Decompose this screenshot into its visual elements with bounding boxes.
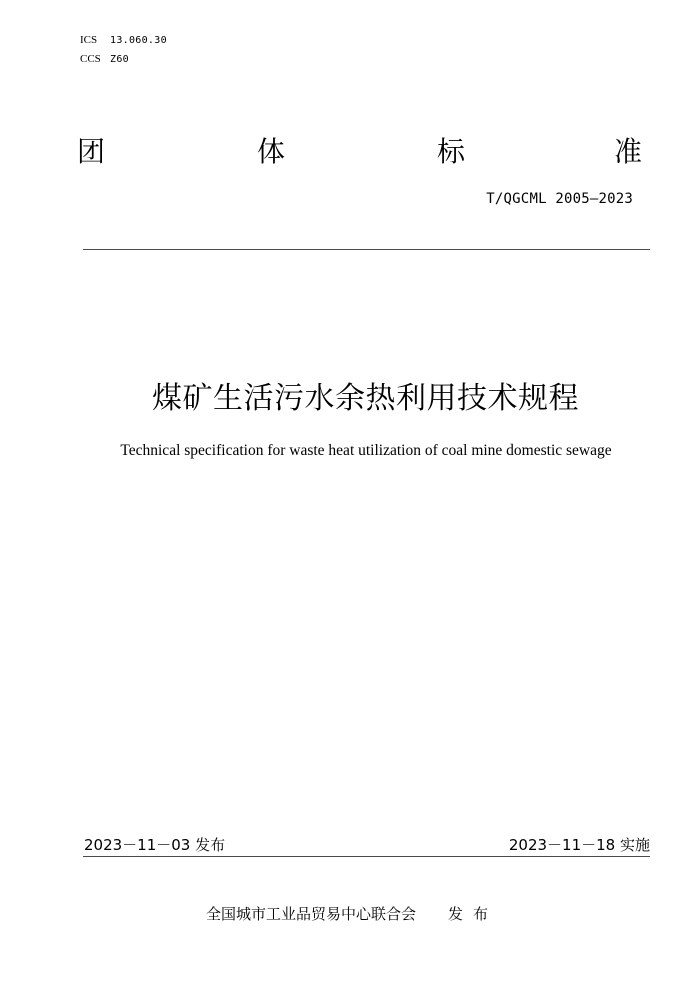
ics-value: 13.060.30 [110,35,167,46]
standard-type-char-2: 体 [257,135,286,168]
standard-number: T/QGCML 2005—2023 [486,191,633,207]
publisher-line [206,904,498,924]
ccs-value: Z60 [110,54,129,65]
publisher-name: 全国城市工业品贸易中心联合会 [206,905,417,923]
standard-type-char-3: 标 [437,135,466,168]
issue-date: 2023－11－03 发布 [84,836,226,854]
chinese-title: 煤矿生活污水余热利用技术规程 [152,381,579,416]
bottom-divider [83,856,650,857]
ics-code [80,33,167,48]
top-divider [83,249,650,250]
standard-type-char-1: 团 [77,135,106,168]
standard-type-char-4: 准 [614,135,643,168]
implementation-date: 2023－11－18 实施 [508,836,650,854]
ccs-label: CCS [80,53,101,65]
publisher-action: 发布 [448,905,499,923]
ics-label: ICS [80,34,98,46]
ccs-code [80,52,129,67]
english-title: Technical specification for waste heat utilization of coal mine domestic sewage [120,442,612,459]
